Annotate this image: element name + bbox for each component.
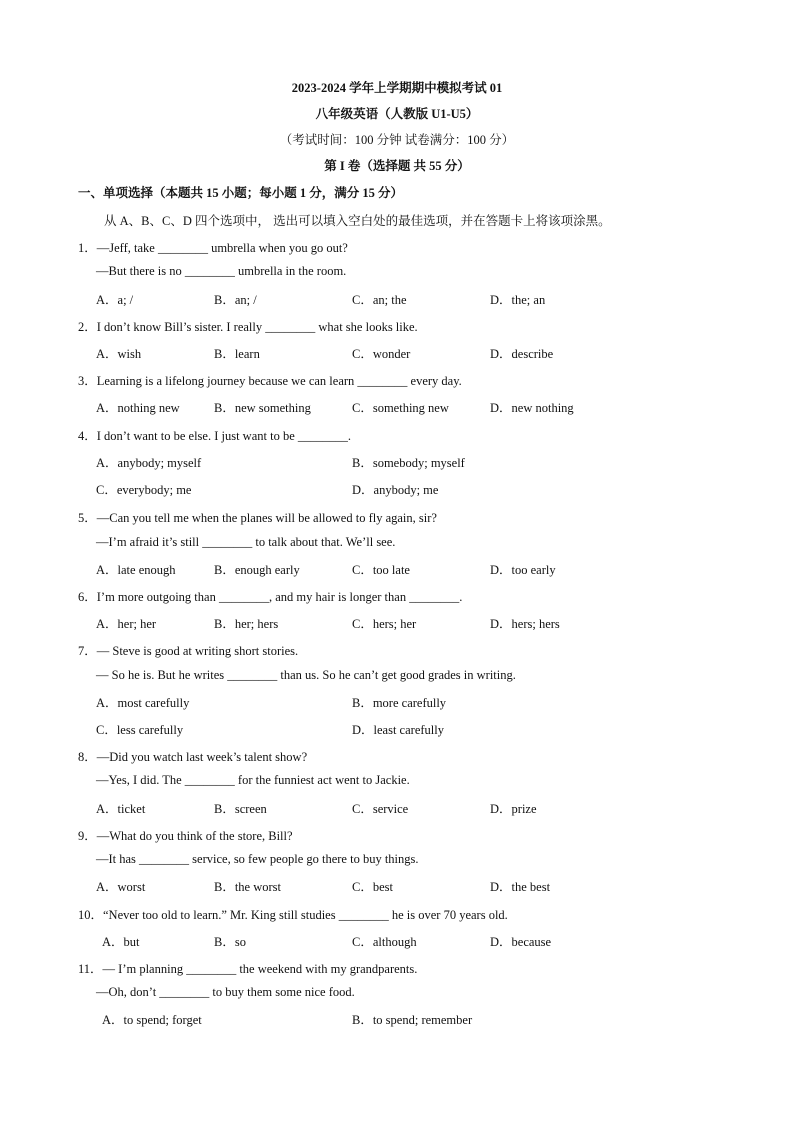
exam-info: （考试时间：100 分钟 试卷满分：100 分） <box>279 133 515 147</box>
question-4-option-d: D．anybody; me <box>352 483 439 497</box>
question-10-option-a: A．but <box>102 935 140 949</box>
question-1-option-c: C．an; the <box>352 293 407 307</box>
question-7-option-c: C．less carefully <box>96 723 184 737</box>
question-5-option-c: C．too late <box>352 563 410 577</box>
question-3-option-c: C．something new <box>352 401 449 415</box>
question-8-stem-2: —Yes, I did. The ________ for the funniest act went to Jackie. <box>96 773 410 787</box>
question-4-option-a: A．anybody; myself <box>96 456 202 470</box>
question-2-option-a: A．wish <box>96 347 142 361</box>
question-9-stem-1: 9．—What do you think of the store, Bill? <box>78 829 293 843</box>
question-11-option-a: A．to spend; forget <box>102 1013 202 1027</box>
question-1-option-a: A．a; / <box>96 293 134 307</box>
question-7-option-b: B．more carefully <box>352 696 447 710</box>
question-2-option-d: D．describe <box>490 347 554 361</box>
question-4-option-b: B．somebody; myself <box>352 456 465 470</box>
question-2-stem-1: 2．I don’t know Bill’s sister. I really ________ what she looks like. <box>78 320 418 334</box>
question-3-stem-1: 3．Learning is a lifelong journey because we can learn ________ every day. <box>78 374 462 388</box>
question-8-option-b: B．screen <box>214 802 267 816</box>
question-6-stem-1: 6．I’m more outgoing than ________, and my hair is longer than ________. <box>78 590 463 604</box>
question-9-option-d: D．the best <box>490 880 551 894</box>
question-9-option-b: B．the worst <box>214 880 282 894</box>
question-8-stem-1: 8．—Did you watch last week’s talent show? <box>78 750 308 764</box>
question-1-stem-1: 1．—Jeff, take ________ umbrella when you go out? <box>78 241 348 255</box>
question-8-option-d: D．prize <box>490 802 537 816</box>
question-6-option-c: C．hers; her <box>352 617 417 631</box>
question-6-option-d: D．hers; hers <box>490 617 560 631</box>
question-5-option-b: B．enough early <box>214 563 300 577</box>
question-9-option-c: C．best <box>352 880 393 894</box>
question-1-option-b: B．an; / <box>214 293 257 307</box>
question-5-stem-2: —I’m afraid it’s still ________ to talk about that. We’ll see. <box>96 535 396 549</box>
question-4-option-c: C．everybody; me <box>96 483 192 497</box>
question-3-option-b: B．new something <box>214 401 311 415</box>
question-5-option-d: D．too early <box>490 563 556 577</box>
question-3-option-a: A．nothing new <box>96 401 180 415</box>
question-10-option-b: B．so <box>214 935 246 949</box>
question-10-option-d: D．because <box>490 935 552 949</box>
question-7-option-d: D．least carefully <box>352 723 444 737</box>
exam-subtitle: 八年级英语（人教版 U1-U5） <box>315 107 479 121</box>
exam-title: 2023-2024 学年上学期期中模拟考试 01 <box>291 81 503 95</box>
question-8-option-c: C．service <box>352 802 409 816</box>
question-2-option-c: C．wonder <box>352 347 411 361</box>
question-9-option-a: A．worst <box>96 880 146 894</box>
section-instruction: 从 A、B、C、D 四个选项中， 选出可以填入空白处的最佳选项，并在答题卡上将该项涂黑。 <box>104 214 611 228</box>
question-10-stem-1: 10．“Never too old to learn.” Mr. King still studies ________ he is over 70 years old. <box>78 908 508 922</box>
question-3-option-d: D．new nothing <box>490 401 574 415</box>
question-4-stem-1: 4．I don’t want to be else. I just want to be ________. <box>78 429 351 443</box>
question-6-option-a: A．her; her <box>96 617 157 631</box>
question-11-option-b: B．to spend; remember <box>352 1013 473 1027</box>
question-7-option-a: A．most carefully <box>96 696 190 710</box>
question-2-option-b: B．learn <box>214 347 260 361</box>
question-7-stem-1: 7．— Steve is good at writing short stories. <box>78 644 299 658</box>
question-6-option-b: B．her; hers <box>214 617 279 631</box>
question-11-stem-2: —Oh, don’t ________ to buy them some nice food. <box>96 985 355 999</box>
volume-heading: 第 I 卷（选择题 共 55 分） <box>324 159 470 173</box>
section-heading: 一、单项选择（本题共 15 小题；每小题 1 分，满分 15 分） <box>78 186 404 200</box>
question-8-option-a: A．ticket <box>96 802 146 816</box>
question-9-stem-2: —It has ________ service, so few people go there to buy things. <box>96 852 419 866</box>
question-10-option-c: C．although <box>352 935 417 949</box>
question-5-option-a: A．late enough <box>96 563 176 577</box>
question-7-stem-2: — So he is. But he writes ________ than us. So he can’t get good grades in writing. <box>96 668 516 682</box>
question-11-stem-1: 11．— I’m planning ________ the weekend with my grandparents. <box>78 962 418 976</box>
question-5-stem-1: 5．—Can you tell me when the planes will be allowed to fly again, sir? <box>78 511 437 525</box>
question-1-option-d: D．the; an <box>490 293 546 307</box>
question-1-stem-2: —But there is no ________ umbrella in the room. <box>96 264 347 278</box>
